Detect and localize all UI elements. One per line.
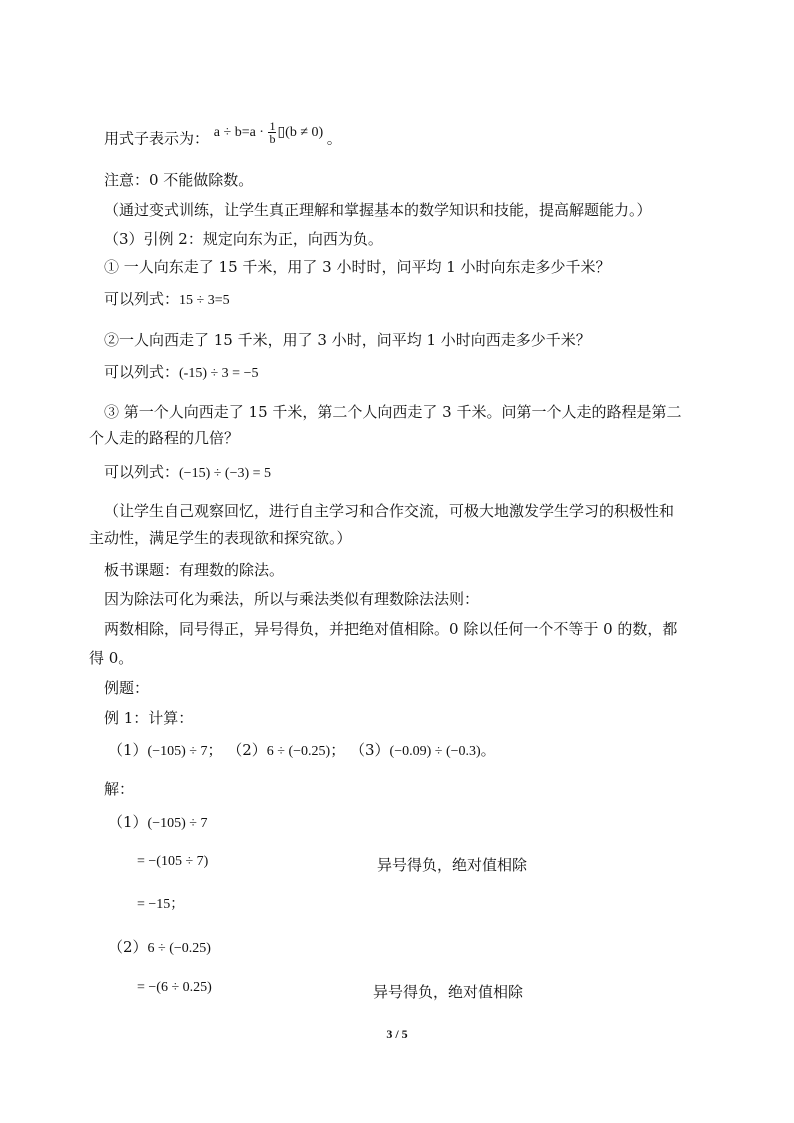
paragraph: （通过变式训练，让学生真正理解和掌握基本的数学知识和技能，提高解题能力。） [104,201,652,219]
equation-line: 可以列式：15 ÷ 3=5 [104,290,230,308]
paragraph: ① 一人向东走了 15 千米，用了 3 小时时，问平均 1 小时向东走多少千米？ [104,258,611,276]
paragraph: （3）引例 2：规定向东为正，向西为负。 [104,230,383,248]
paragraph: 主动性，满足学生的表现欲和探究欲。） [89,529,352,547]
paragraph: 个人走的路程的几倍？ [89,429,240,447]
paragraph: 两数相除，同号得正，异号得负，并把绝对值相除。0 除以任何一个不等于 0 的数，都 [104,620,678,638]
math-expression: 6 ÷ (−0.25) [266,744,331,759]
note-line: 注意：0 不能做除数。 [104,171,254,189]
math-expression: = −15； [137,897,185,912]
heading: 例题： [104,679,150,697]
example-problems: （1）(−105) ÷ 7； （2）6 ÷ (−0.25)； （3）(−0.09) ÷ (−0.3)。 [108,741,496,759]
paragraph: ③ 第一个人向西走了 15 千米，第二个人向西走了 3 千米。问第一个人走的路程是第二 [104,403,682,421]
annotation: 异号得负，绝对值相除 [377,856,528,874]
division-formula: a ÷ b=a · $\frac{1}{b}$ ▯(b ≠ 0) [213,119,324,146]
solution-step: （1）(−105) ÷ 7 [108,813,208,831]
math-expression: (−0.09) ÷ (−0.3) [389,744,481,759]
fraction: $\frac{1}{b}$ [269,119,276,146]
math-expression: (-15) ÷ 3 = −5 [179,366,259,381]
annotation: 异号得负，绝对值相除 [373,983,524,1001]
math-expression: (−15) ÷ (−3) = 5 [179,466,272,481]
math-expression: = −(105 ÷ 7) [137,854,209,869]
math-expression: (−105) ÷ 7 [147,816,208,831]
math-expression: 6 ÷ (−0.25) [147,941,211,956]
page-number: 3 / 5 [386,1027,408,1041]
math-expression: 15 ÷ 3=5 [179,293,230,308]
paragraph: ②一人向西走了 15 千米，用了 3 小时，问平均 1 小时向西走多少千米？ [104,331,591,349]
equation-line: 可以列式：(−15) ÷ (−3) = 5 [104,463,272,481]
math-expression: (−105) ÷ 7 [147,744,208,759]
paragraph: 得 0。 [89,649,134,667]
formula-line: 用式子表示为： a ÷ b=a · $\frac{1}{b}$ ▯(b ≠ 0) 。 [104,119,342,148]
paragraph: 板书课题：有理数的除法。 [104,561,285,579]
formula-label: 用式子表示为： [104,129,210,148]
solution-step: （2）6 ÷ (−0.25) [108,938,211,956]
paragraph: 因为除法可化为乘法，所以与乘法类似有理数除法法则： [104,590,480,608]
solution-heading: 解： [104,780,135,798]
paragraph: 例 1：计算： [104,709,194,727]
paragraph: （让学生自己观察回忆，进行自主学习和合作交流，可极大地激发学生学习的积极性和 [104,502,675,520]
math-expression: = −(6 ÷ 0.25) [137,980,212,995]
equation-line: 可以列式：(-15) ÷ 3 = −5 [104,363,259,381]
